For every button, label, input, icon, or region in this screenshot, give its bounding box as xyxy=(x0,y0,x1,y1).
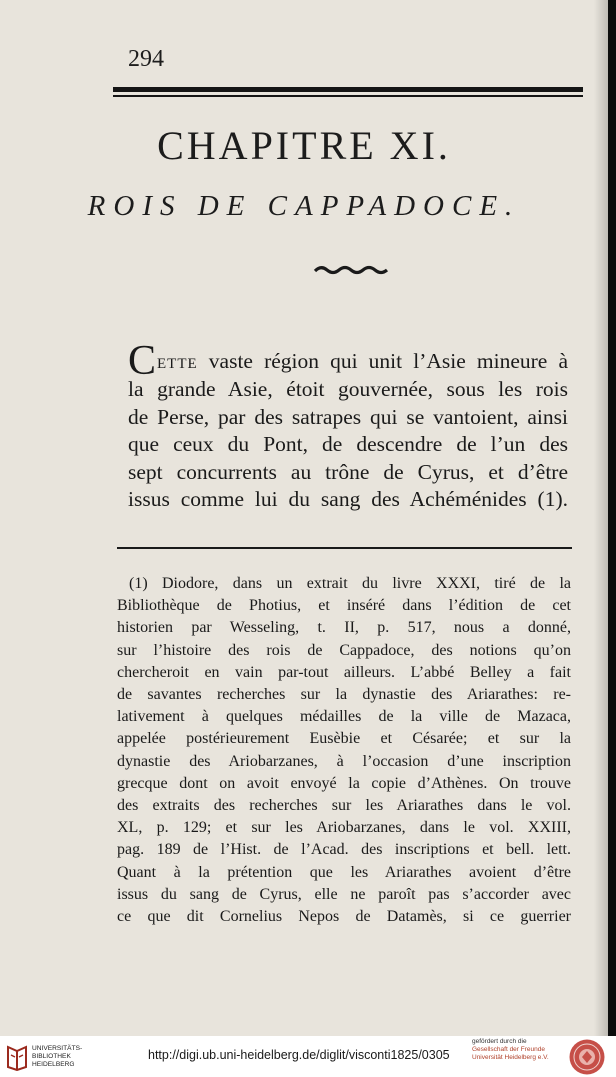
footnote-line: historien par Wesseling, t. II, p. 517, nous a donné, xyxy=(117,619,571,637)
ornament-icon xyxy=(313,262,393,276)
paragraph-line-5: sept concurrents au trône de Cyrus, et d’être xyxy=(128,459,568,484)
lead-word: ette xyxy=(157,349,198,373)
footnote-line: de savantes recherches sur la dynastie des Ariarathes: re- xyxy=(117,686,571,704)
footnote-line: des extraits des recherches sur les Ariarathes dans le vol. xyxy=(117,797,571,815)
footnote-line: XL, p. 129; et sur les Ariobarzanes, dans le vol. XXIII, xyxy=(117,819,571,837)
chapter-title: CHAPITRE XI. xyxy=(157,123,451,168)
footnote-line: chercheroit en vain par-tout ailleurs. L’abbé Belley a fait xyxy=(117,663,571,681)
paragraph-line-3: de Perse, par des satrapes qui se vantoient, ainsi xyxy=(128,404,568,429)
book-logo-icon xyxy=(6,1043,28,1071)
paragraph-line-4: que ceux du Pont, de descendre de l’un des xyxy=(128,432,568,456)
sponsor-text xyxy=(472,1038,564,1062)
logo-line-3: HEIDELBERG xyxy=(32,1061,75,1068)
footnote xyxy=(117,573,571,928)
footnote-line: ce que dit Cornelius Nepos de Datamès, si ce guerrier xyxy=(117,908,571,926)
page-number: 294 xyxy=(128,46,164,72)
sponsor-line-2: Gesellschaft der Freunde xyxy=(472,1046,545,1053)
sponsor-line-1: gefördert durch die xyxy=(472,1038,527,1045)
logo-line-1: UNIVERSITÄTS- xyxy=(32,1045,83,1052)
sponsor-line-3: Universität Heidelberg e.V. xyxy=(472,1054,549,1061)
footnote-line: issus du sang de Cyrus, elle ne paroît pas s’accorder avec xyxy=(117,885,571,903)
footnote-line: Bibliothèque de Photius, et inséré dans l’édition de cet xyxy=(117,597,571,615)
footnote-line: appelée postérieurement Eusèbie et Césarée; et sur la xyxy=(117,730,571,748)
paragraph-line-2: la grande Asie, étoit gouvernée, sous les rois xyxy=(128,377,568,401)
header-rule-thick xyxy=(113,87,583,92)
footnote-line: lativement à quelques médailles de la ville de Mazaca, xyxy=(117,708,571,726)
chapter-subtitle: ROIS DE CAPPADOCE. xyxy=(87,190,521,222)
footnote-separator xyxy=(117,547,572,549)
paragraph-line-6: issus comme lui du sang des Achéménides (1). xyxy=(128,487,568,511)
logo-line-2: BIBLIOTHEK xyxy=(32,1053,71,1060)
paragraph-line-1 xyxy=(128,338,568,384)
source-url-link[interactable]: http://digi.ub.uni-heidelberg.de/diglit/visconti1825/0305 xyxy=(148,1048,450,1062)
footnote-line: sur l’histoire des rois de Cappadoce, des notions qu’on xyxy=(117,641,571,659)
paragraph-line-text: vaste région qui unit l’Asie mineure à xyxy=(197,349,568,373)
footnote-line: (1) Diodore, dans un extrait du livre XXXI, tiré de la xyxy=(129,575,571,592)
footer-bar xyxy=(0,1036,616,1077)
drop-cap: C xyxy=(128,338,157,384)
university-seal-icon xyxy=(568,1038,606,1076)
footnote-line: dynastie des Ariobarzanes, à l’occasion d’une inscription xyxy=(117,752,571,770)
footnote-line: pag. 189 de l’Hist. de l’Acad. des inscriptions et bell. lett. xyxy=(117,841,571,859)
footnote-line: Quant à la prétention que les Ariarathes avoient d’être xyxy=(117,863,571,881)
main-paragraph xyxy=(128,338,568,514)
header-rule-thin xyxy=(113,95,583,97)
library-logo[interactable] xyxy=(6,1041,96,1073)
footnote-line: grecque dont on avoit envoyé la copie d’Athènes. On trouve xyxy=(117,774,571,792)
